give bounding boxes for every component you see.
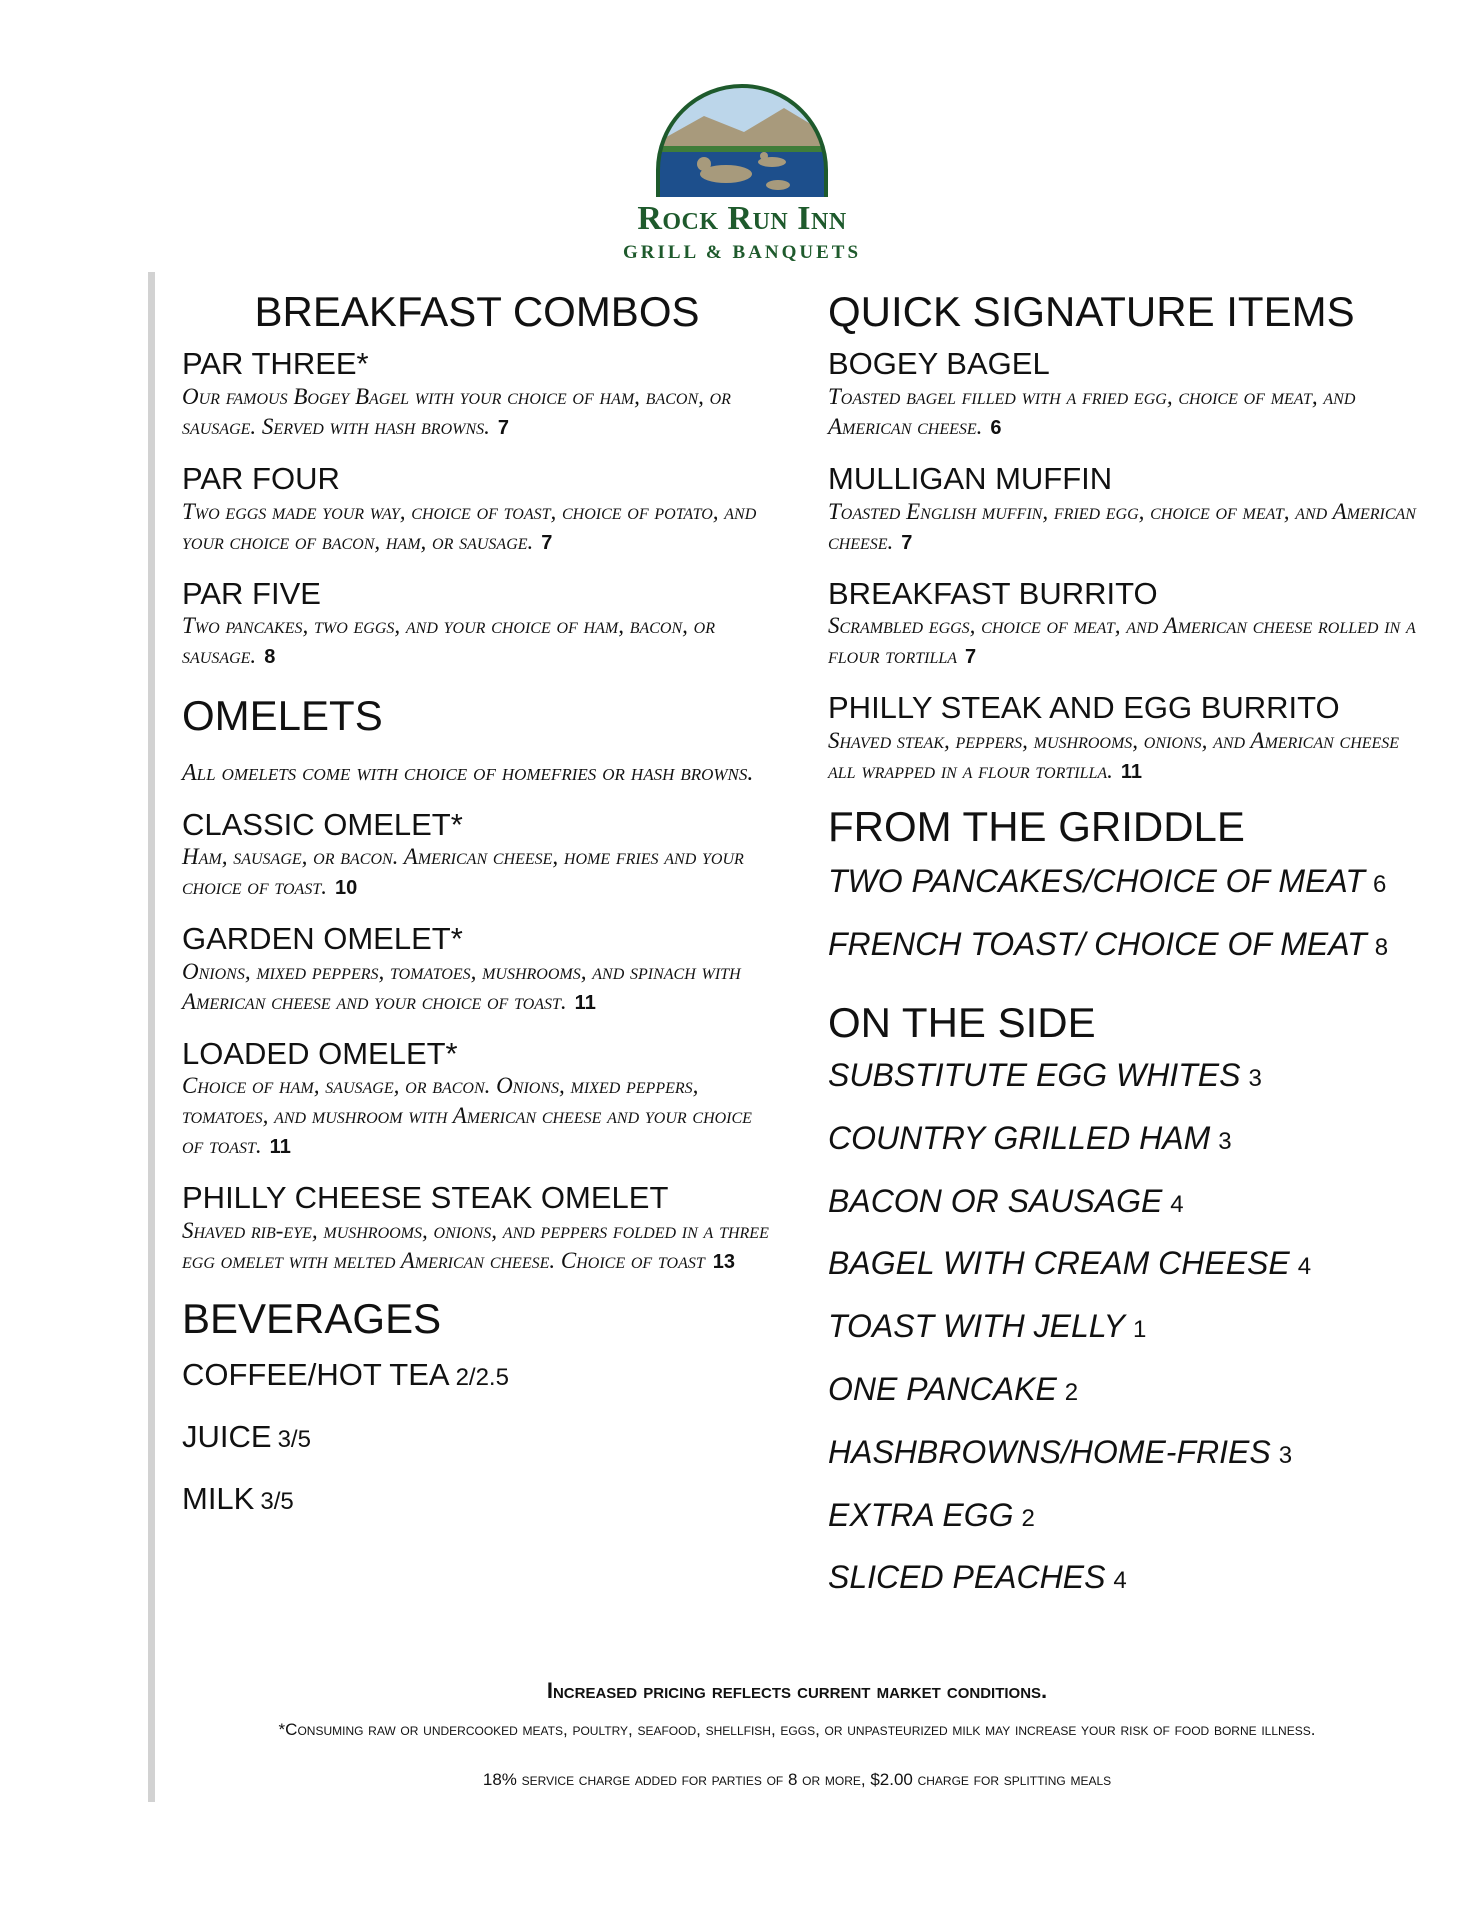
menu-item <box>182 1036 772 1163</box>
side-item: TOAST WITH JELLY 1 <box>828 1308 1147 1345</box>
item-name: PAR FOUR <box>182 460 340 496</box>
item-price: 3 <box>1218 1127 1232 1155</box>
item-price: 1 <box>1132 1316 1147 1344</box>
omelets-note: All omelets come with choice of homefries or hash browns. <box>182 759 754 786</box>
item-description: Scrambled eggs, choice of meat, and American cheese rolled in a flour tortilla 7 <box>828 613 1416 669</box>
item-price: 2/2.5 <box>455 1364 509 1392</box>
item-description: Onions, mixed peppers, tomatoes, mushrooms, and spinach with American cheese and your choice of toast. 11 <box>182 958 741 1014</box>
item-price: 11 <box>269 1136 291 1159</box>
menu-item <box>182 1180 772 1277</box>
item-name: BREAKFAST BURRITO <box>828 575 1158 611</box>
item-name: PAR THREE* <box>182 346 369 382</box>
side-item: SUBSTITUTE EGG WHITES 3 <box>828 1057 1262 1094</box>
side-item: HASHBROWNS/HOME-FRIES 3 <box>828 1433 1293 1470</box>
item-price: 11 <box>1120 760 1143 783</box>
item-price: 3 <box>1278 1441 1293 1469</box>
menu-item <box>182 576 772 673</box>
left-column <box>182 288 772 1516</box>
menu-item <box>828 690 1428 787</box>
item-name: PHILLY CHEESE STEAK OMELET <box>182 1180 669 1216</box>
menu-item <box>182 346 772 443</box>
beverage-item: MILK 3/5 <box>182 1480 294 1516</box>
lake-ducks-emblem-icon <box>594 82 890 200</box>
item-name: CLASSIC OMELET* <box>182 806 463 842</box>
item-description: Our famous Bogey Bagel with your choice of ham, bacon, or sausage. Served with hash browns. 7 <box>182 383 731 439</box>
section-title-beverages: BEVERAGES <box>182 1295 442 1343</box>
item-description: Ham, sausage, or bacon. American cheese, home fries and your choice of toast. 10 <box>182 844 744 900</box>
section-title-griddle: FROM THE GRIDDLE <box>828 802 1245 850</box>
brand-tagline: GRILL & BANQUETS <box>622 242 862 263</box>
griddle-item: TWO PANCAKES/CHOICE OF MEAT 6 <box>828 863 1387 900</box>
item-price: 3 <box>1248 1065 1262 1093</box>
item-price: 4 <box>1170 1190 1184 1218</box>
menu-item <box>182 807 772 904</box>
item-description: Shaved rib-eye, mushrooms, onions, and peppers folded in a three egg omelet with melted American cheese. Choice of toast 13 <box>182 1218 769 1274</box>
menu-item <box>828 576 1428 673</box>
item-price: 7 <box>541 531 553 554</box>
item-price: 2 <box>1064 1379 1079 1407</box>
logo <box>594 82 890 286</box>
brand-name: Rock Run Inn <box>637 200 847 237</box>
item-price: 8 <box>1374 933 1389 961</box>
consumption-warning: *Consuming raw or undercooked meats, poultry, seafood, shellfish, eggs, or unpasteurized milk may increase your risk of food borne illness. <box>278 1720 1316 1739</box>
item-price: 11 <box>574 991 596 1014</box>
item-price: 7 <box>497 416 510 439</box>
item-name: PHILLY STEAK AND EGG BURRITO <box>828 690 1340 726</box>
section-title-sides: ON THE SIDE <box>828 998 1096 1046</box>
menu-item <box>182 921 772 1018</box>
item-price: 7 <box>901 531 913 554</box>
item-description: Shaved steak, peppers, mushrooms, onions, and American cheese all wrapped in a flour tortilla. 11 <box>828 727 1400 783</box>
item-description: Choice of ham, sausage, or bacon. Onions, mixed peppers, tomatoes, and mushroom with American cheese and your choice of toast. 11 <box>182 1073 752 1159</box>
item-description: Two eggs made your way, choice of toast, choice of potato, and your choice of bacon, ham, or sausage. 7 <box>182 498 757 554</box>
item-price: 6 <box>1372 871 1387 899</box>
item-price: 10 <box>334 877 358 900</box>
beverage-item: JUICE 3/5 <box>182 1419 311 1455</box>
divider <box>148 272 155 1802</box>
item-price: 6 <box>990 416 1002 439</box>
section-title-signature: QUICK SIGNATURE ITEMS <box>828 288 1355 335</box>
side-item: ONE PANCAKE 2 <box>828 1371 1079 1408</box>
item-name: GARDEN OMELET* <box>182 921 463 957</box>
item-description: Two pancakes, two eggs, and your choice of ham, bacon, or sausage. 8 <box>182 613 715 669</box>
right-column <box>828 288 1428 1596</box>
side-item: BACON OR SAUSAGE 4 <box>828 1182 1184 1219</box>
section-title-breakfast-combos: BREAKFAST COMBOS <box>254 288 700 335</box>
pricing-note: Increased pricing reflects current market conditions. <box>546 1678 1048 1703</box>
item-description: Toasted English muffin, fried egg, choice of meat, and American cheese. 7 <box>828 498 1416 554</box>
item-description: Toasted bagel filled with a fried egg, choice of meat, and American cheese. 6 <box>828 383 1356 439</box>
item-price: 4 <box>1113 1567 1127 1595</box>
menu-item <box>828 346 1428 443</box>
item-price: 3/5 <box>260 1487 294 1515</box>
item-name: PAR FIVE <box>182 575 321 611</box>
item-name: MULLIGAN MUFFIN <box>828 460 1113 496</box>
item-price: 7 <box>965 646 977 669</box>
item-name: LOADED OMELET* <box>182 1035 458 1071</box>
item-price: 4 <box>1297 1253 1312 1281</box>
item-price: 13 <box>712 1251 736 1274</box>
item-price: 3/5 <box>277 1426 311 1454</box>
menu-item <box>828 461 1428 558</box>
service-charge-note: 18% service charge added for parties of 8 or more, $2.00 charge for splitting meals <box>482 1770 1112 1789</box>
side-item: COUNTRY GRILLED HAM 3 <box>828 1119 1232 1156</box>
menu-item <box>182 461 772 558</box>
item-price: 2 <box>1021 1504 1035 1532</box>
section-title-omelets: OMELETS <box>182 692 383 740</box>
side-item: EXTRA EGG 2 <box>828 1496 1035 1533</box>
item-name: BOGEY BAGEL <box>828 346 1050 382</box>
beverage-item: COFFEE/HOT TEA 2/2.5 <box>182 1357 509 1393</box>
item-price: 8 <box>264 646 276 669</box>
side-item: SLICED PEACHES 4 <box>828 1559 1127 1596</box>
griddle-item: FRENCH TOAST/ CHOICE OF MEAT 8 <box>828 925 1389 962</box>
side-item: BAGEL WITH CREAM CHEESE 4 <box>828 1245 1312 1282</box>
